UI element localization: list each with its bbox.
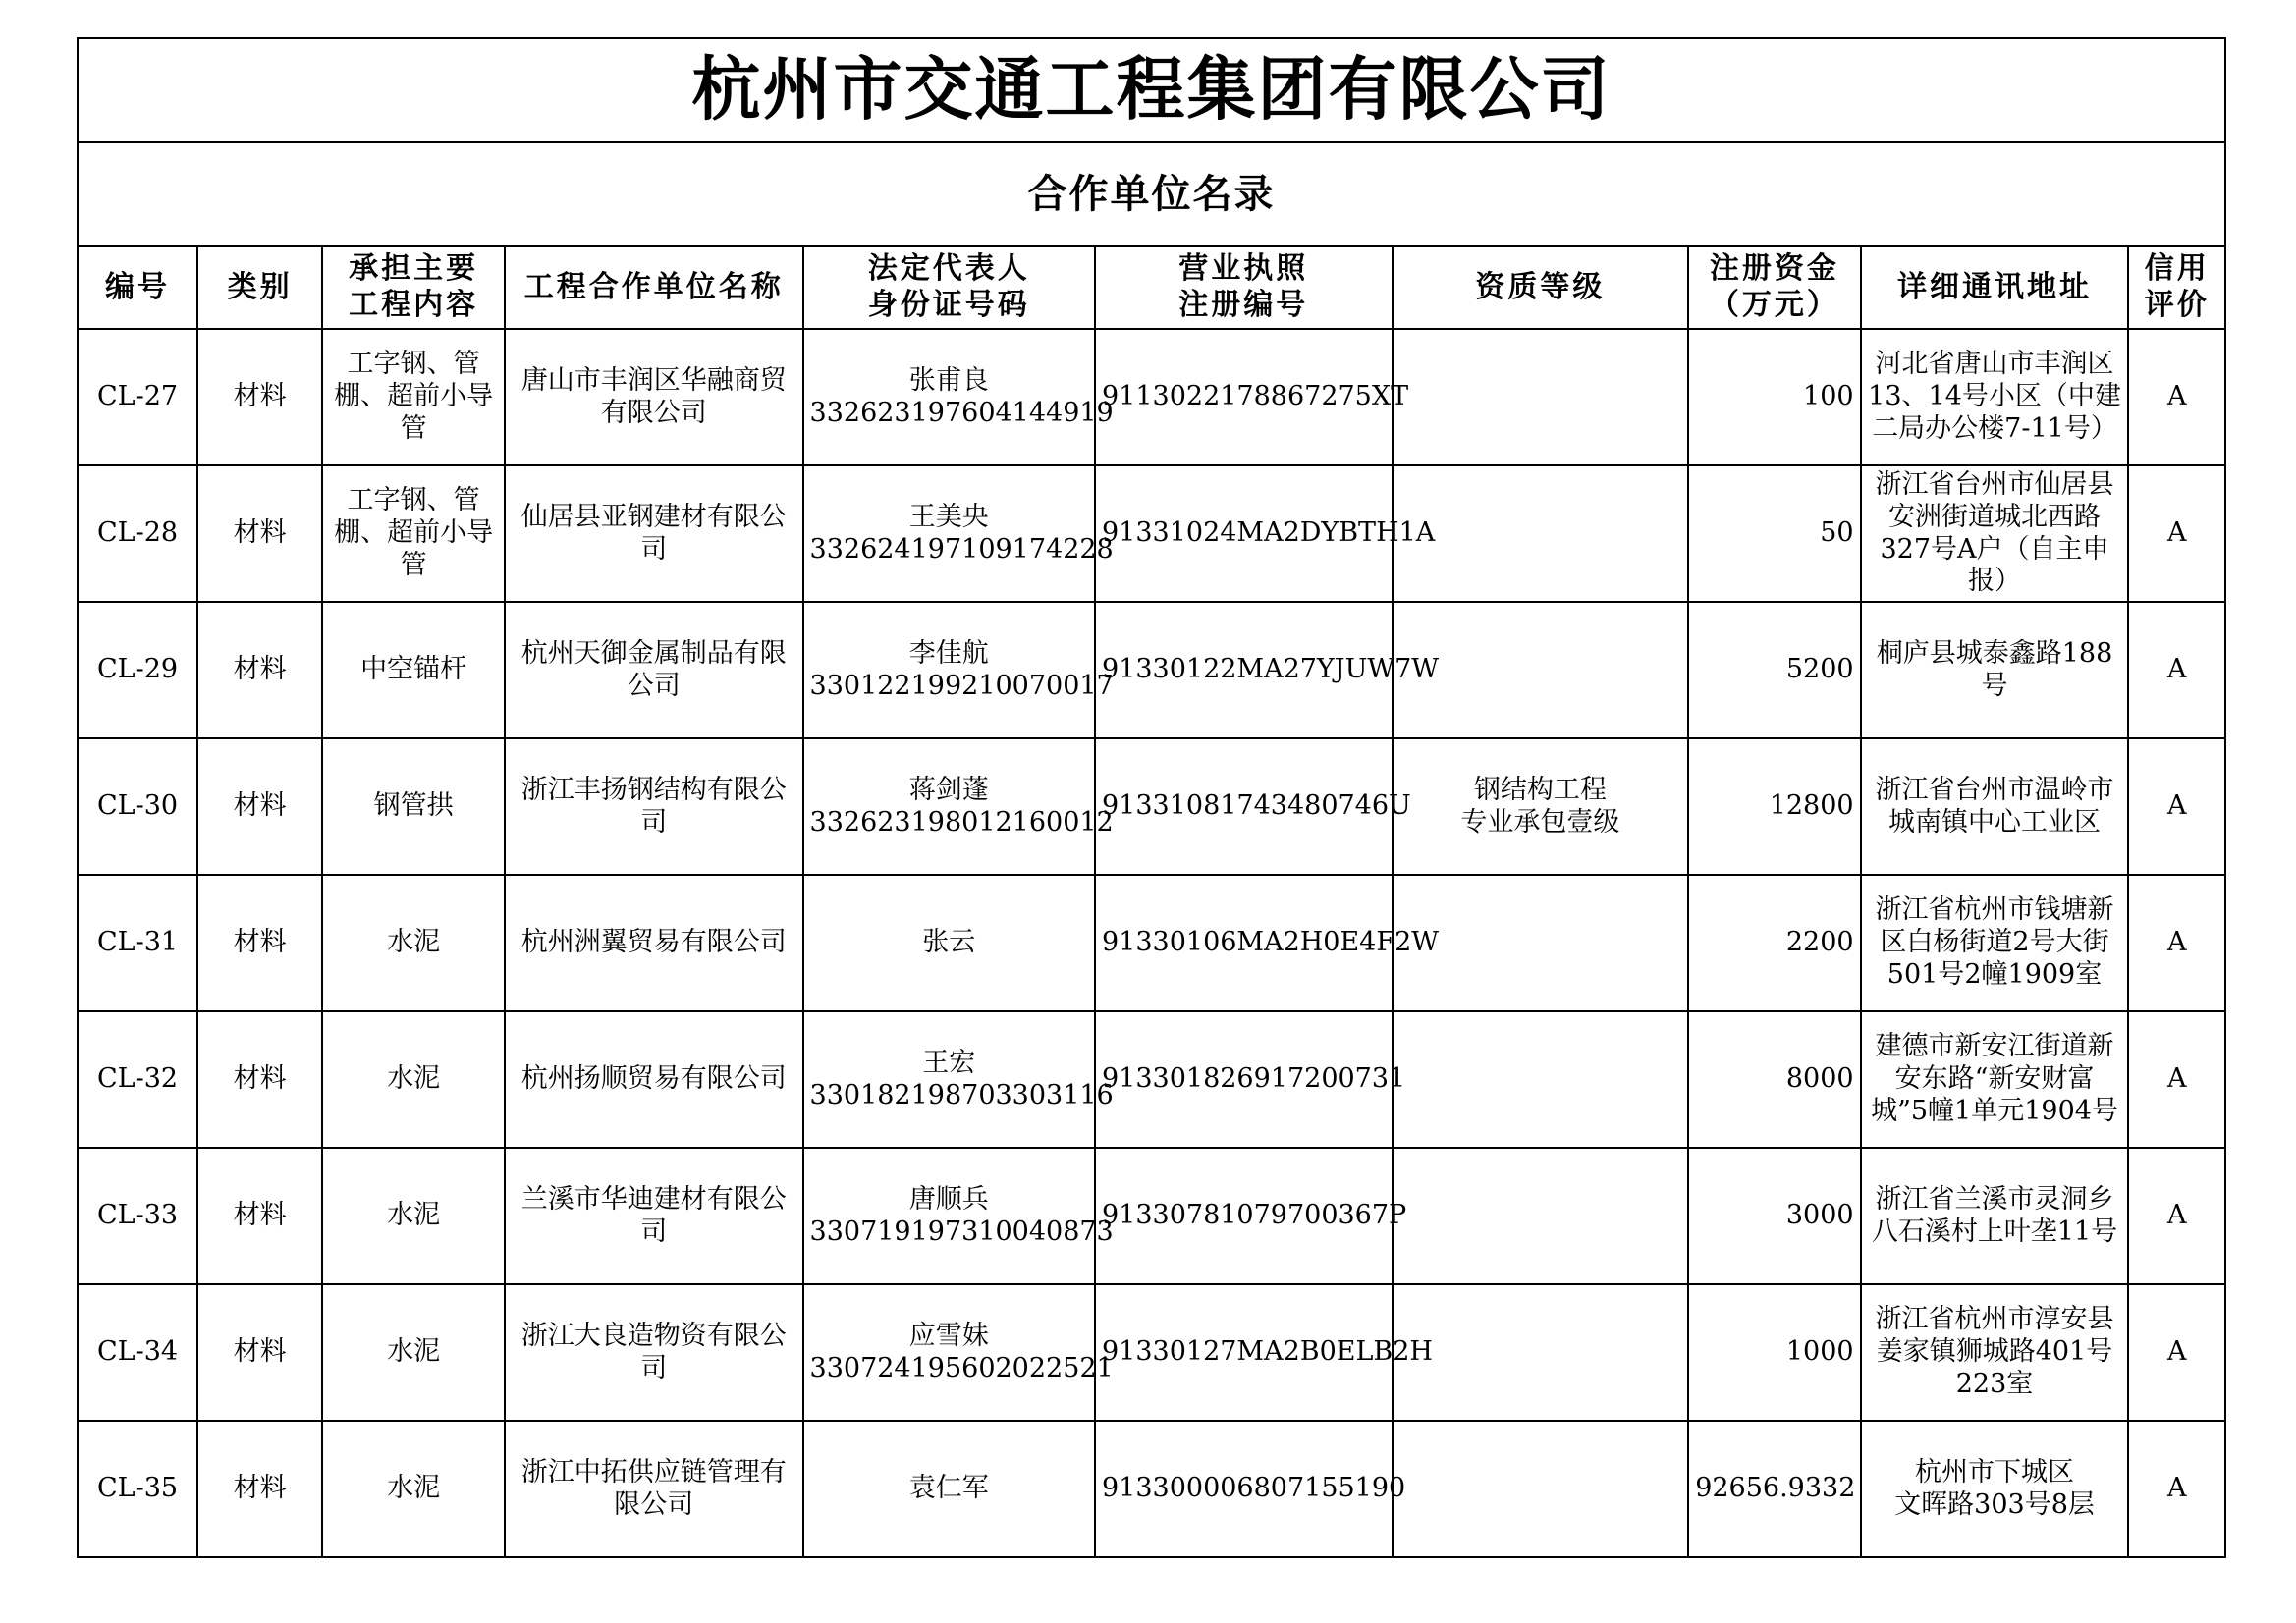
- cell-company: 唐山市丰润区华融商贸有限公司: [505, 329, 803, 465]
- cell-qualification: [1393, 1421, 1689, 1557]
- header-company: 工程合作单位名称: [505, 246, 803, 329]
- cell-content: 水泥: [322, 875, 505, 1011]
- cell-rating: A: [2128, 1011, 2225, 1148]
- cell-license: 91330781079700367P: [1095, 1148, 1393, 1284]
- cell-category: 材料: [197, 738, 322, 875]
- cell-id: CL-30: [78, 738, 197, 875]
- table-row: [78, 1148, 2225, 1284]
- legal-rep-name: 王美央: [908, 501, 989, 532]
- cell-qualification: [1393, 1284, 1689, 1421]
- cell-company: 杭州洲翼贸易有限公司: [505, 875, 803, 1011]
- cell-capital: 8000: [1688, 1011, 1860, 1148]
- cell-address: 浙江省杭州市淳安县姜家镇狮城路401号223室: [1861, 1284, 2129, 1421]
- legal-rep-name: 应雪妹: [908, 1320, 989, 1351]
- cell-company: 兰溪市华迪建材有限公司: [505, 1148, 803, 1284]
- cell-company: 杭州扬顺贸易有限公司: [505, 1011, 803, 1148]
- cell-license: 913300006807155190: [1095, 1421, 1393, 1557]
- legal-rep-id-number: 330122199210070017: [809, 670, 1114, 701]
- legal-rep-name: 李佳航: [908, 637, 989, 669]
- legal-rep-name: 唐顺兵: [908, 1183, 989, 1215]
- legal-rep-name: 张云: [922, 927, 976, 958]
- cell-content: 水泥: [322, 1421, 505, 1557]
- legal-rep-id-number: 330724195602022521: [809, 1352, 1114, 1383]
- cell-capital: 100: [1688, 329, 1860, 465]
- table-row: [78, 738, 2225, 875]
- cell-id: CL-35: [78, 1421, 197, 1557]
- cell-category: 材料: [197, 1148, 322, 1284]
- cell-qualification: 钢结构工程 专业承包壹级: [1393, 738, 1689, 875]
- cell-address: 河北省唐山市丰润区13、14号小区（中建二局办公楼7-11号）: [1861, 329, 2129, 465]
- legal-rep-id-number: 330182198703303116: [809, 1079, 1114, 1110]
- cell-id: CL-33: [78, 1148, 197, 1284]
- cell-company: 浙江大良造物资有限公司: [505, 1284, 803, 1421]
- cell-content: 水泥: [322, 1148, 505, 1284]
- cell-capital: 3000: [1688, 1148, 1860, 1284]
- cell-company: 浙江丰扬钢结构有限公司: [505, 738, 803, 875]
- header-legal-rep: 法定代表人 身份证号码: [803, 246, 1095, 329]
- cell-rating: A: [2128, 738, 2225, 875]
- cell-rating: A: [2128, 1148, 2225, 1284]
- cell-legal-rep: [803, 1148, 1114, 1284]
- header-rating: 信用 评价: [2128, 246, 2225, 329]
- header-license: 营业执照 注册编号: [1095, 246, 1393, 329]
- legal-rep-name: 王宏: [922, 1047, 976, 1078]
- cell-legal-rep: [803, 602, 1114, 738]
- document-title: 杭州市交通工程集团有限公司: [78, 38, 2225, 142]
- cell-qualification: [1393, 465, 1689, 602]
- cell-license: 91331081743480746U: [1095, 738, 1393, 875]
- cell-content: 水泥: [322, 1011, 505, 1148]
- legal-rep-name: 袁仁军: [908, 1473, 989, 1504]
- table-row: [78, 1421, 2225, 1557]
- cell-license: 91331024MA2DYBTH1A: [1095, 465, 1393, 602]
- cell-address: 浙江省兰溪市灵洞乡八石溪村上叶垄11号: [1861, 1148, 2129, 1284]
- cell-rating: A: [2128, 1421, 2225, 1557]
- cell-capital: 5200: [1688, 602, 1860, 738]
- cell-capital: 92656.9332: [1688, 1421, 1860, 1557]
- subtitle-row: [78, 142, 2225, 246]
- cell-legal-rep: [803, 738, 1114, 875]
- title-row: [78, 38, 2225, 142]
- cell-category: 材料: [197, 465, 322, 602]
- cell-capital: 12800: [1688, 738, 1860, 875]
- header-category: 类别: [197, 246, 322, 329]
- legal-rep-name: 蒋剑蓬: [908, 774, 989, 805]
- cell-legal-rep: [803, 1011, 1114, 1148]
- legal-rep-id-number: 332623197604144919: [809, 397, 1114, 428]
- cell-content: 工字钢、管棚、超前小导管: [322, 465, 505, 602]
- cell-content: 中空锚杆: [322, 602, 505, 738]
- cell-capital: 1000: [1688, 1284, 1860, 1421]
- cell-company: 浙江中拓供应链管理有限公司: [505, 1421, 803, 1557]
- cell-rating: A: [2128, 875, 2225, 1011]
- header-capital: 注册资金 （万元）: [1688, 246, 1860, 329]
- cell-category: 材料: [197, 329, 322, 465]
- cell-id: CL-29: [78, 602, 197, 738]
- cell-legal-rep: [803, 329, 1114, 465]
- cell-license: 9113022178867275XT: [1095, 329, 1393, 465]
- cell-legal-rep: [803, 1284, 1114, 1421]
- cell-legal-rep: [803, 875, 1095, 1011]
- table-row: [78, 1284, 2225, 1421]
- cell-legal-rep: [803, 465, 1114, 602]
- cell-rating: A: [2128, 329, 2225, 465]
- legal-rep-id-number: 330719197310040873: [809, 1216, 1114, 1247]
- cell-category: 材料: [197, 1421, 322, 1557]
- cell-license: 91330106MA2H0E4F2W: [1095, 875, 1393, 1011]
- cell-id: CL-32: [78, 1011, 197, 1148]
- cell-category: 材料: [197, 875, 322, 1011]
- cell-content: 水泥: [322, 1284, 505, 1421]
- cell-qualification: [1393, 1148, 1689, 1284]
- cell-category: 材料: [197, 1284, 322, 1421]
- cell-address: 浙江省台州市仙居县安洲街道城北西路327号A户（自主申报）: [1861, 465, 2129, 602]
- cell-address: 桐庐县城泰鑫路188号: [1861, 602, 2129, 738]
- header-qualification: 资质等级: [1393, 246, 1689, 329]
- partner-directory-table: [77, 37, 2226, 1558]
- cell-capital: 50: [1688, 465, 1860, 602]
- legal-rep-id-number: 332624197109174228: [809, 533, 1114, 565]
- cell-license: 913301826917200731: [1095, 1011, 1393, 1148]
- header-id: 编号: [78, 246, 197, 329]
- cell-address: 建德市新安江街道新安东路“新安财富城”5幢1单元1904号: [1861, 1011, 2129, 1148]
- table-row: [78, 1011, 2225, 1148]
- header-address: 详细通讯地址: [1861, 246, 2129, 329]
- legal-rep-name: 张甫良: [908, 364, 989, 396]
- cell-rating: A: [2128, 602, 2225, 738]
- table-row: [78, 465, 2225, 602]
- cell-capital: 2200: [1688, 875, 1860, 1011]
- legal-rep-id-number: 332623198012160012: [809, 806, 1114, 838]
- cell-content: 工字钢、管棚、超前小导管: [322, 329, 505, 465]
- cell-address: 浙江省台州市温岭市城南镇中心工业区: [1861, 738, 2129, 875]
- cell-address: 浙江省杭州市钱塘新区白杨街道2号大街501号2幢1909室: [1861, 875, 2129, 1011]
- cell-rating: A: [2128, 465, 2225, 602]
- cell-qualification: [1393, 1011, 1689, 1148]
- cell-id: CL-34: [78, 1284, 197, 1421]
- cell-id: CL-28: [78, 465, 197, 602]
- cell-category: 材料: [197, 1011, 322, 1148]
- header-row: [78, 246, 2225, 329]
- cell-id: CL-27: [78, 329, 197, 465]
- header-content: 承担主要 工程内容: [322, 246, 505, 329]
- cell-category: 材料: [197, 602, 322, 738]
- cell-address: 杭州市下城区 文晖路303号8层: [1861, 1421, 2129, 1557]
- document-subtitle: 合作单位名录: [78, 142, 2225, 246]
- cell-company: 杭州天御金属制品有限公司: [505, 602, 803, 738]
- cell-qualification: [1393, 329, 1689, 465]
- cell-id: CL-31: [78, 875, 197, 1011]
- table-row: [78, 329, 2225, 465]
- cell-company: 仙居县亚钢建材有限公司: [505, 465, 803, 602]
- document-sheet: [77, 37, 2226, 1558]
- cell-rating: A: [2128, 1284, 2225, 1421]
- cell-license: 91330122MA27YJUW7W: [1095, 602, 1393, 738]
- table-row: [78, 875, 2225, 1011]
- cell-content: 钢管拱: [322, 738, 505, 875]
- cell-license: 91330127MA2B0ELB2H: [1095, 1284, 1393, 1421]
- table-row: [78, 602, 2225, 738]
- cell-legal-rep: [803, 1421, 1095, 1557]
